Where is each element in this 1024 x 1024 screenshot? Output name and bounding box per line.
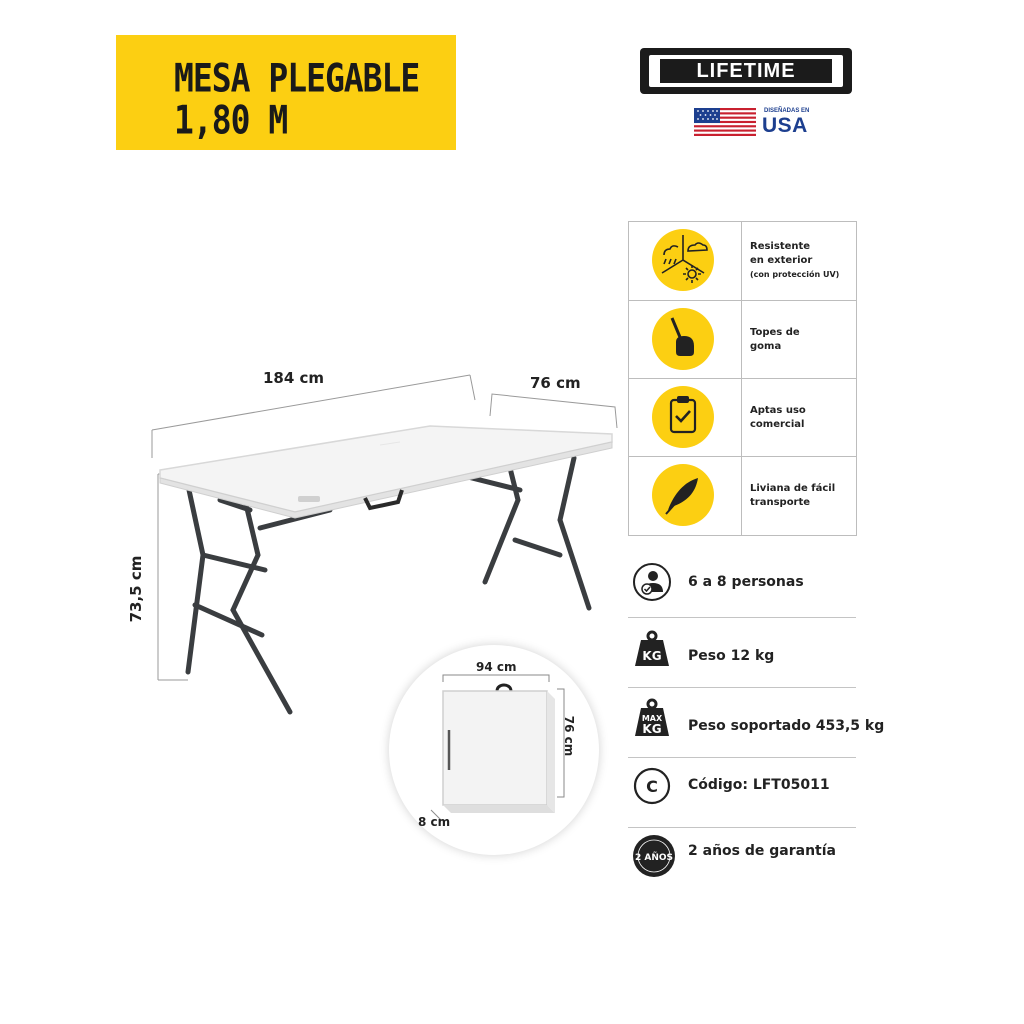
- designed-in-label: DISEÑADAS EN: [764, 108, 810, 114]
- spec-text: Peso 12 kg: [688, 648, 775, 664]
- code-icon-label: C: [646, 777, 658, 796]
- spec-row: [628, 828, 856, 888]
- feature-row: [629, 222, 856, 300]
- max-weight-icon-label: KG: [642, 722, 662, 736]
- spec-text: 2 años de garantía: [688, 843, 836, 859]
- weight-icon: [632, 628, 672, 668]
- title-banner: [116, 35, 456, 150]
- spec-text: Código: LFT05011: [688, 777, 830, 793]
- weight-icon-label: KG: [642, 649, 662, 663]
- product-title: MESA PLEGABLE: [174, 55, 420, 102]
- max-weight-icon: [632, 698, 672, 738]
- feature-label: comercial: [750, 419, 805, 430]
- feature-label: en exterior: [750, 255, 813, 266]
- feature-label: Liviana de fácil: [750, 483, 836, 494]
- designed-in-usa-badge: [694, 108, 824, 136]
- feature-label: goma: [750, 341, 782, 352]
- usa-label: USA: [762, 114, 808, 137]
- folded-width-label: 94 cm: [476, 660, 517, 674]
- spec-row: [628, 548, 856, 618]
- rubber-feet-icon: [652, 308, 714, 370]
- feature-row: [629, 456, 856, 535]
- code-icon: [632, 766, 672, 806]
- warranty-badge-icon: [632, 834, 676, 878]
- feather-icon: [652, 464, 714, 526]
- spec-text: Peso soportado 453,5 kg: [688, 718, 885, 734]
- feature-row: [629, 378, 856, 457]
- feature-label: Resistente: [750, 241, 811, 252]
- folded-height-label: 76 cm: [562, 715, 576, 757]
- feature-label: Aptas uso: [750, 405, 806, 416]
- spec-text: 6 a 8 personas: [688, 574, 804, 590]
- product-size: 1,80 M: [174, 97, 288, 144]
- max-weight-icon-top-label: MAX: [641, 714, 663, 723]
- spec-row: [628, 618, 856, 688]
- features-table: [628, 221, 857, 536]
- clipboard-check-icon: [652, 386, 714, 448]
- folded-depth-label: 8 cm: [418, 815, 451, 829]
- feature-row: [629, 300, 856, 379]
- people-icon: [632, 562, 672, 602]
- spec-row: [628, 688, 885, 758]
- width-label: 76 cm: [530, 374, 581, 392]
- warranty-badge-label: 2 AÑOS: [634, 853, 674, 863]
- brand-logo: [640, 48, 852, 94]
- us-flag-icon: [694, 108, 756, 136]
- feature-label: transporte: [750, 497, 811, 508]
- brand-logo-text: LIFETIME: [660, 59, 832, 83]
- feature-note: (con protección UV): [750, 270, 840, 279]
- length-label: 184 cm: [263, 369, 325, 387]
- spec-row: [628, 758, 856, 828]
- weather-icon: [652, 229, 714, 291]
- feature-label: Topes de: [750, 327, 800, 338]
- height-label: 73,5 cm: [127, 555, 145, 623]
